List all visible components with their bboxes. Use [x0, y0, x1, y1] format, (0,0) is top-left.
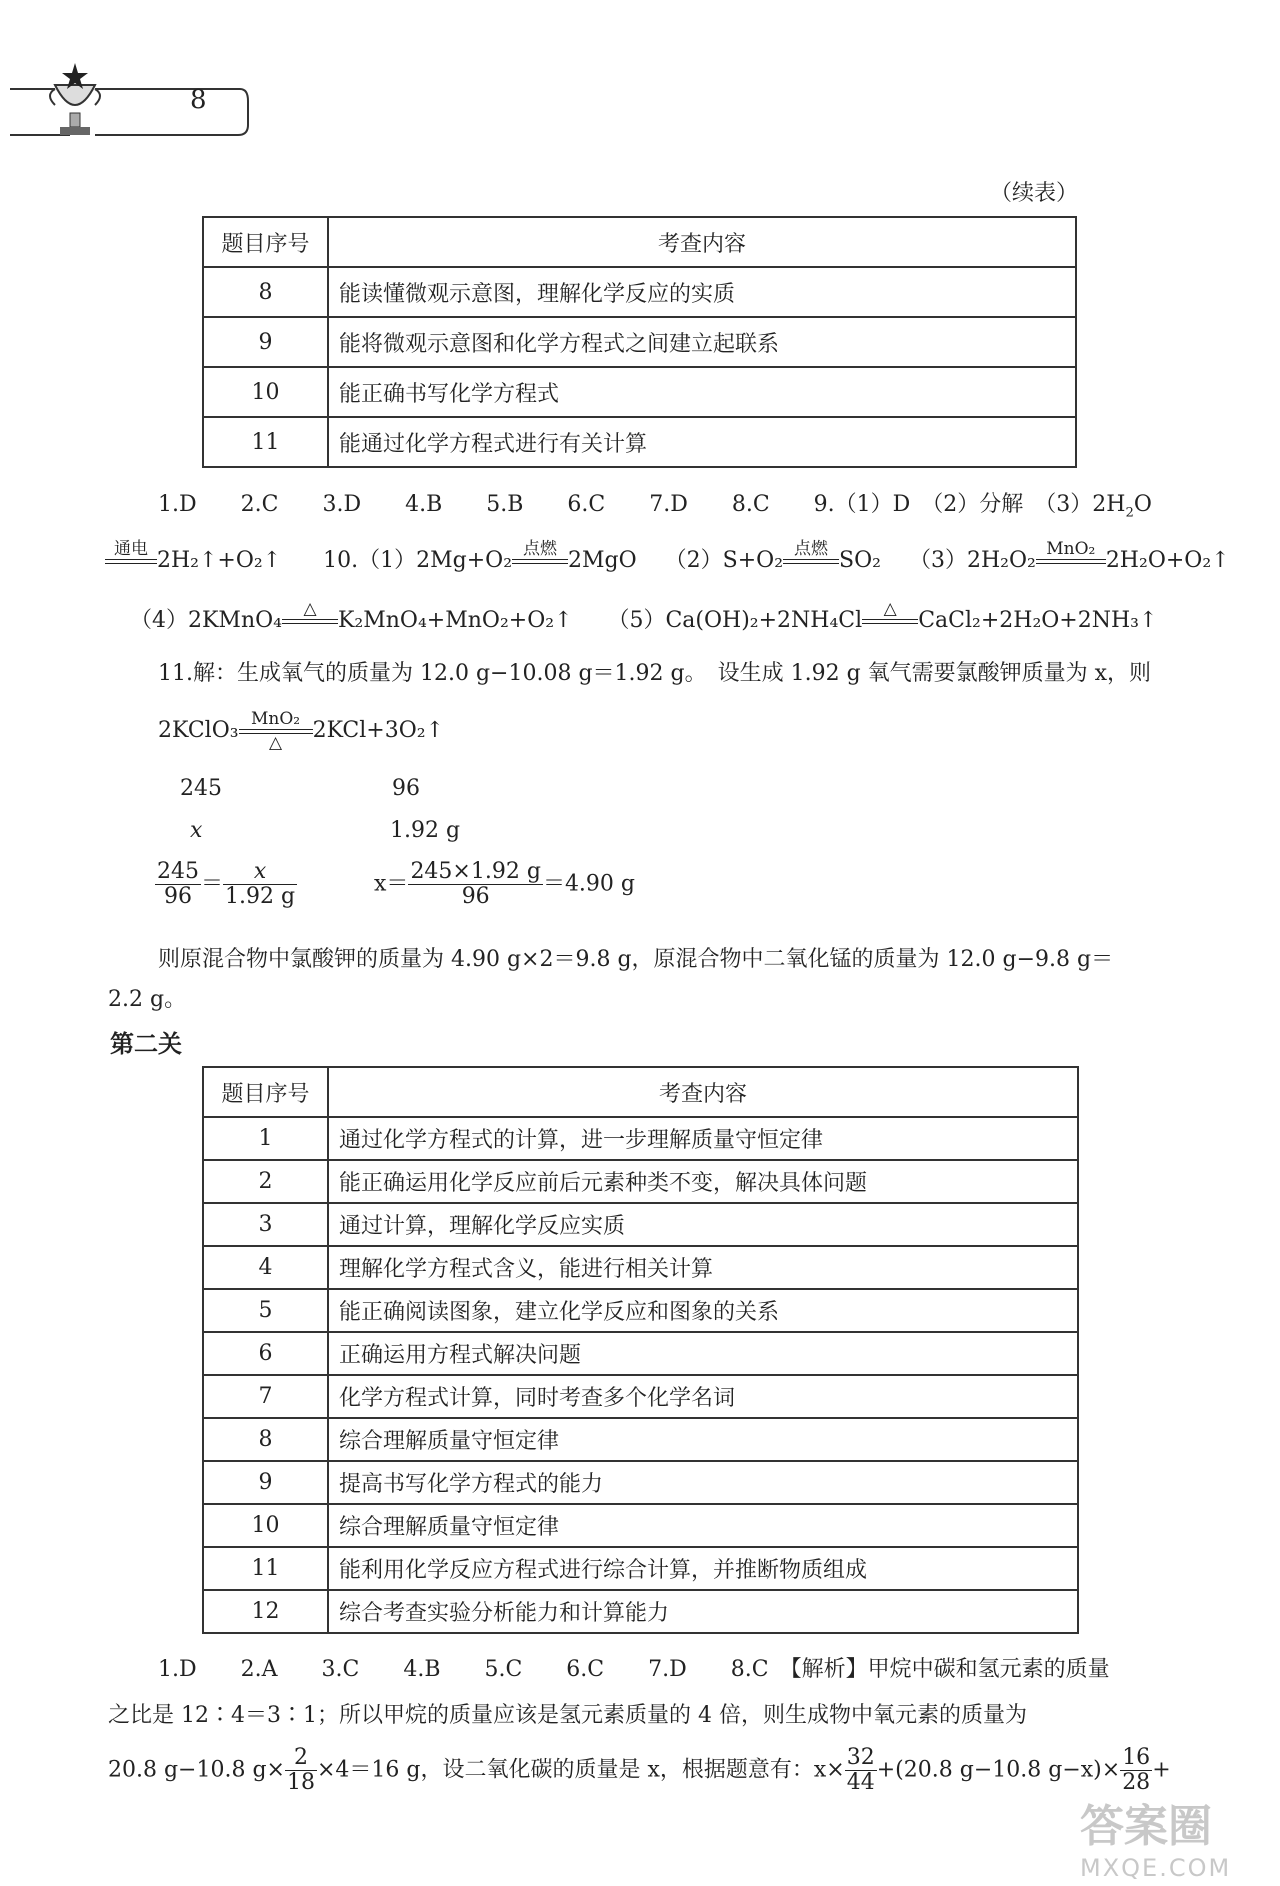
q11-var-x: x: [190, 818, 203, 843]
fraction: $\frac{245}{96}$: [157, 859, 199, 910]
cond-text: 通电: [114, 539, 148, 559]
row-no: 10: [203, 367, 328, 417]
table-header-content: 考查内容: [328, 1067, 1078, 1117]
choices-text: 1.D 2.C 3.D 4.B 5.B 6.C 7.D 8.C 9.（1）D （2）分解 （3）2H: [158, 492, 1126, 517]
section-title: 第二关: [110, 1029, 182, 1058]
q10-1-prod: 2MgO: [568, 548, 637, 574]
answers2-line2: 之比是 12∶4＝3∶1；所以甲烷的质量应该是氢元素质量的 4 倍，则生成物中氧元素的质量为: [108, 1703, 1027, 1728]
fraction: $\frac{32}{44}$: [846, 1745, 875, 1796]
q11-mass-245: 245: [180, 776, 222, 801]
q11-conclusion-2: 2.2 g。: [108, 987, 187, 1012]
fraction: $\frac{x}{1.92 g}$: [225, 859, 296, 910]
page-header: [0, 55, 260, 145]
row-content: 综合理解质量守恒定律: [328, 1504, 1078, 1547]
eq-right: 2KCl+3O₂↑: [312, 718, 445, 744]
row-content: 能正确书写化学方程式: [328, 367, 1076, 417]
answer-line-q9-q10: [105, 540, 1230, 582]
row-no: 12: [203, 1590, 328, 1633]
row-content: 综合考查实验分析能力和计算能力: [328, 1590, 1078, 1633]
cond-text: △: [269, 732, 283, 753]
row-content: 能将微观示意图和化学方程式之间建立起联系: [328, 317, 1076, 367]
q11-mass-96: 96: [392, 776, 420, 801]
q11-conclusion-1: 则原混合物中氯酸钾的质量为 4.90 g×2＝9.8 g，原混合物中二氧化锰的质量为 12.0 g−9.8 g＝: [158, 947, 1114, 972]
row-content: 能读懂微观示意图，理解化学反应的实质: [328, 267, 1076, 317]
row-no: 3: [203, 1203, 328, 1246]
answers2-line3: [108, 1746, 1171, 1795]
q10-3-prod: 2H₂O+O₂↑: [1105, 548, 1230, 574]
table-row: [203, 417, 1076, 467]
cond-text: MnO₂: [251, 709, 301, 729]
answer-line-q10-4-5: [130, 600, 1157, 642]
table-row: [203, 1547, 1078, 1590]
q10-1: 10.（1）2Mg+O₂: [323, 548, 513, 574]
q11-proportion: [155, 860, 635, 909]
fraction: $\frac{2}{18}$: [287, 1745, 315, 1796]
q11-x-eq: x＝: [374, 871, 409, 897]
table2: [202, 1066, 1079, 1634]
table-header-no: 题目序号: [203, 1067, 328, 1117]
eq-left: 2KClO₃: [158, 718, 239, 744]
row-no: 5: [203, 1289, 328, 1332]
row-content: 理解化学方程式含义，能进行相关计算: [328, 1246, 1078, 1289]
q10-2-prod: SO₂: [839, 548, 881, 574]
fraction: $\frac{16}{28}$: [1122, 1745, 1151, 1796]
table-header-content: 考查内容: [328, 217, 1076, 267]
row-no: 8: [203, 267, 328, 317]
row-no: 6: [203, 1332, 328, 1375]
row-content: 能通过化学方程式进行有关计算: [328, 417, 1076, 467]
row-no: 10: [203, 1504, 328, 1547]
row-no: 11: [203, 1547, 328, 1590]
table-row: [203, 367, 1076, 417]
row-content: 化学方程式计算，同时考查多个化学名词: [328, 1375, 1078, 1418]
page-number: 8: [190, 85, 207, 115]
cond-text: △: [303, 599, 317, 619]
q10-2: （2）S+O₂: [664, 548, 784, 574]
line3-d: +: [1152, 1757, 1171, 1783]
q11-result: ＝4.90 g: [542, 871, 635, 897]
cond-text: 点燃: [794, 539, 829, 559]
line3-b: ×4＝16 g，设二氧化碳的质量是 x，根据题意有：x×: [317, 1757, 845, 1783]
table-continued-label: （续表）: [990, 181, 1079, 206]
table-row: [203, 1246, 1078, 1289]
q11-mass-g: 1.92 g: [390, 818, 461, 843]
row-content: 能正确运用化学反应前后元素种类不变，解决具体问题: [328, 1160, 1078, 1203]
row-content: 正确运用方程式解决问题: [328, 1332, 1078, 1375]
row-no: 7: [203, 1375, 328, 1418]
table-row: [203, 1504, 1078, 1547]
row-content: 通过计算，理解化学反应实质: [328, 1203, 1078, 1246]
table-row: [203, 1289, 1078, 1332]
cond-text: △: [883, 599, 897, 619]
q10-5: （5）Ca(OH)₂+2NH₄Cl: [607, 608, 863, 634]
q10-4-prod: K₂MnO₄+MnO₂+O₂↑: [337, 608, 573, 634]
table-row: [203, 1332, 1078, 1375]
row-no: 1: [203, 1117, 328, 1160]
row-no: 9: [203, 1461, 328, 1504]
answers2-line1: 1.D 2.A 3.C 4.B 5.C 6.C 7.D 8.C 【解析】甲烷中碳和氢元素的质量: [158, 1657, 1110, 1682]
q10-5-prod: CaCl₂+2H₂O+2NH₃↑: [918, 608, 1158, 634]
table-row: [203, 1117, 1078, 1160]
q10-3: （3）2H₂O₂: [908, 548, 1036, 574]
q11-text: 11.解：生成氧气的质量为 12.0 g−10.08 g＝1.92 g。 设生成 1.92 g 氧气需要氯酸钾质量为 x，则: [158, 661, 1152, 686]
row-no: 8: [203, 1418, 328, 1461]
table-row: [203, 1203, 1078, 1246]
row-content: 能正确阅读图象，建立化学反应和图象的关系: [328, 1289, 1078, 1332]
table-row: [203, 267, 1076, 317]
row-content: 通过化学方程式的计算，进一步理解质量守恒定律: [328, 1117, 1078, 1160]
table-row: [203, 1590, 1078, 1633]
line3-c: +(20.8 g−10.8 g−x)×: [876, 1757, 1121, 1783]
row-content: 提高书写化学方程式的能力: [328, 1461, 1078, 1504]
cond-text: 点燃: [523, 539, 558, 559]
row-no: 11: [203, 417, 328, 467]
table-row: [203, 1160, 1078, 1203]
table-row: [203, 317, 1076, 367]
watermark-url: MXQE.COM: [1080, 1854, 1232, 1882]
line3-a: 20.8 g−10.8 g×: [108, 1757, 285, 1783]
row-no: 4: [203, 1246, 328, 1289]
table-header-no: 题目序号: [203, 217, 328, 267]
cond-text: MnO₂: [1046, 539, 1096, 559]
trophy-icon: [0, 55, 260, 145]
q10-4: （4）2KMnO₄: [130, 608, 282, 634]
table-row: [203, 1375, 1078, 1418]
fraction: $\frac{245\times 1.92 g}{96}$: [410, 859, 541, 910]
row-no: 2: [203, 1160, 328, 1203]
table-row: [203, 1461, 1078, 1504]
row-no: 9: [203, 317, 328, 367]
watermark-text: 答案圈: [1080, 1801, 1212, 1852]
table-row: [203, 1418, 1078, 1461]
table1: [202, 216, 1077, 468]
q11-equation: [158, 710, 444, 752]
row-content: 能利用化学反应方程式进行综合计算，并推断物质组成: [328, 1547, 1078, 1590]
watermark: [1080, 1790, 1270, 1882]
answer-line-choices: 1.D 2.C 3.D 4.B 5.B 6.C 7.D 8.C 9.（1）D （2）分解 $(3)2H_2O$: [158, 492, 1152, 521]
row-content: 综合理解质量守恒定律: [328, 1418, 1078, 1461]
eq-sign: ＝: [201, 871, 224, 897]
q9-tail: 2H₂↑+O₂↑: [157, 548, 282, 574]
